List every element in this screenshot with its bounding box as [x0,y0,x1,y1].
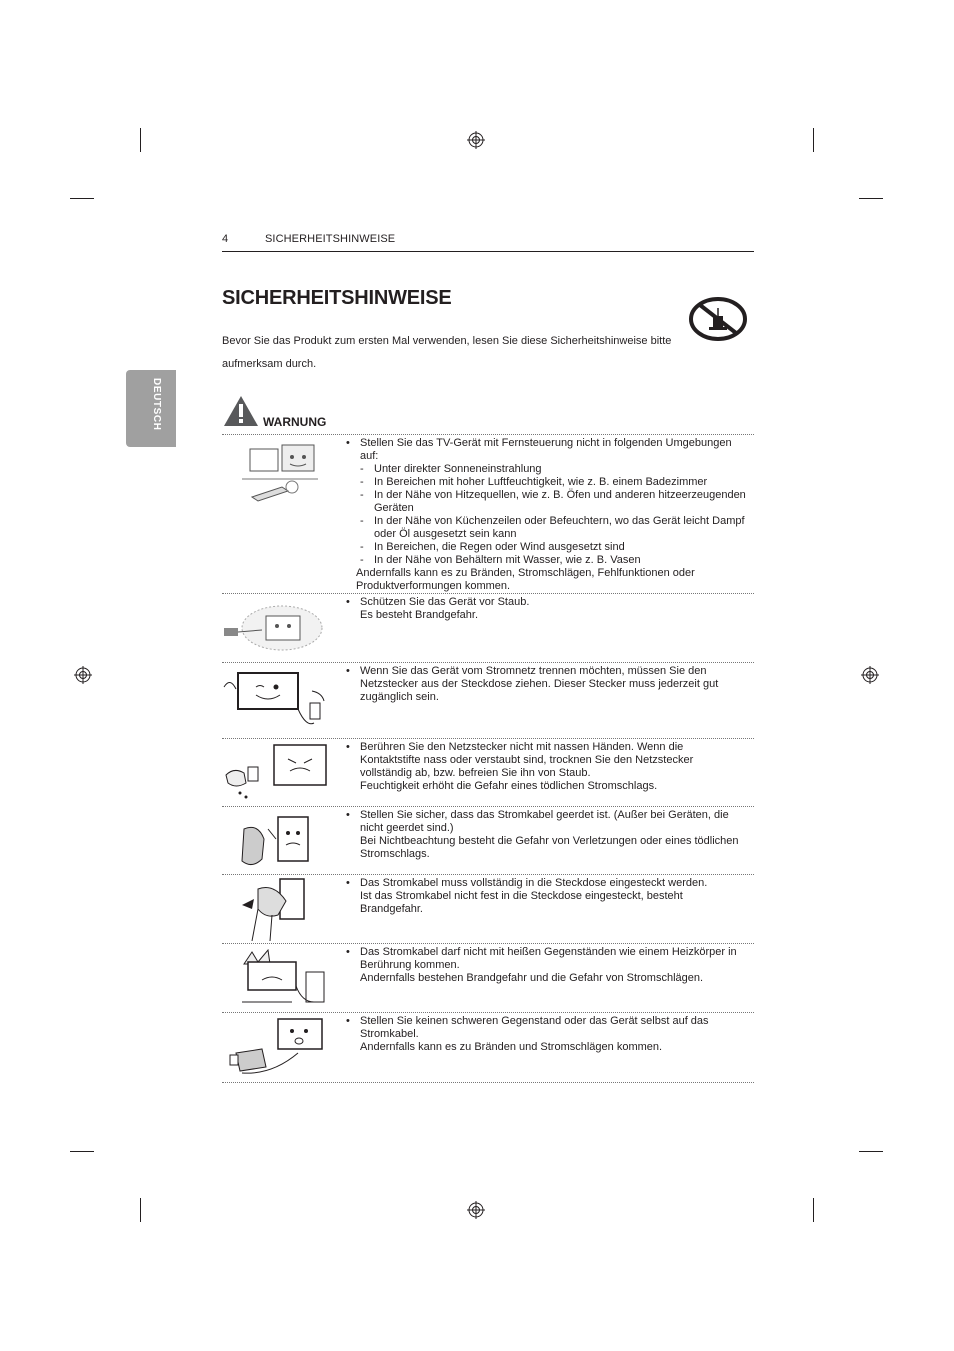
registration-mark-icon [74,666,92,684]
page-number: 4 [222,233,229,245]
insert-plug-illustration-icon [222,875,334,941]
warning-item-text [346,437,746,593]
registration-mark-icon [467,131,485,149]
item-extra: Bei Nichtbeachtung besteht die Gefahr von Verletzungen oder eines tödlichen Stromschlags. [360,835,739,860]
item-note: Andernfalls kann es zu Bränden, Stromschlägen, Fehlfunktionen oder Produktverformungen kommen. [356,567,695,592]
sub-item: - Unter direkter Sonneneinstrahlung [346,463,746,476]
page-title: SICHERHEITSHINWEISE [222,287,452,309]
warning-item-text [346,665,746,704]
bullet-text: • Das Stromkabel darf nicht mit heißen Gegenständen wie einem Heizkörper in Berührung kommen. [346,946,746,972]
warning-item [222,593,754,662]
sub-item: - In Bereichen mit hoher Luftfeuchtigkeit, wie z. B. einem Badezimmer [346,476,746,489]
warning-item-text [346,741,746,793]
crop-mark [859,1151,883,1152]
sub-item: - In der Nähe von Hitzequellen, wie z. B. Öfen und anderen hitzeerzeugenden Geräten [346,489,746,515]
bullet-text: • Stellen Sie das TV-Gerät mit Fernsteuerung nicht in folgenden Umgebungen auf: [346,437,746,463]
registration-mark-icon [861,666,879,684]
header-divider [222,251,754,252]
dust-illustration-icon [222,598,334,658]
item-extra: Ist das Stromkabel nicht fest in die Steckdose eingesteckt, besteht Brandgefahr. [360,890,683,915]
crop-mark [859,198,883,199]
warning-item [222,806,754,875]
warning-item [222,662,754,739]
warning-item [222,1012,754,1083]
crop-mark [813,128,814,152]
heavy-object-cable-illustration-icon [222,1013,334,1079]
warning-triangle-icon [222,394,260,428]
warning-item-text [346,596,746,622]
warning-item-text [346,946,746,985]
bullet-text: • Stellen Sie sicher, dass das Stromkabel geerdet ist. (Außer bei Geräten, die nicht geerdet sind.) [346,809,746,835]
sub-item: - In der Nähe von Behältern mit Wasser, wie z. B. Vasen [346,554,746,567]
crop-mark [140,1198,141,1222]
crop-mark [813,1198,814,1222]
unplug-illustration-icon [222,669,334,733]
grounded-plug-illustration-icon [222,809,334,873]
warning-item-text [346,877,746,916]
heater-cable-illustration-icon [222,946,334,1010]
item-extra: Andernfalls bestehen Brandgefahr und die Gefahr von Stromschlägen. [360,972,704,984]
warning-label: WARNUNG [263,415,327,429]
item-extra: Es besteht Brandgefahr. [360,609,479,621]
warning-item [222,874,754,944]
warning-item [222,434,754,594]
running-header: SICHERHEITSHINWEISE [265,233,396,245]
language-tab [126,370,176,447]
warning-item [222,738,754,807]
tv-environment-illustration-icon [222,439,334,509]
prohibition-symbol-icon [688,296,748,342]
crop-mark [70,198,94,199]
bullet-text: • Wenn Sie das Gerät vom Stromnetz trennen möchten, müssen Sie den Netzstecker aus der Steckdose ziehen. Dieser Stecker muss jederzeit gut zugänglich sein. [346,665,746,704]
bullet-text: • Berühren Sie den Netzstecker nicht mit nassen Händen. Wenn die Kontaktstifte nass oder verstaubt sind, trocknen Sie den Netzstecker vollständig ab, bzw. befreien Sie ihn von Staub. [346,741,746,780]
bullet-text: • Das Stromkabel muss vollständig in die Steckdose eingesteckt werden. [346,877,746,890]
sub-item: - In Bereichen, die Regen oder Wind ausgesetzt sind [346,541,746,554]
bullet-text: • Stellen Sie keinen schweren Gegenstand oder das Gerät selbst auf das Stromkabel. [346,1015,746,1041]
warning-item [222,943,754,1013]
crop-mark [140,128,141,152]
warning-item-text [346,809,746,861]
registration-mark-icon [467,1201,485,1219]
sub-item: - In der Nähe von Küchenzeilen oder Befeuchtern, wo das Gerät leicht Dampf oder Öl ausgesetzt sein kann [346,515,746,541]
item-extra: Feuchtigkeit erhöht die Gefahr eines tödlichen Stromschlags. [360,780,658,792]
crop-mark [70,1151,94,1152]
wet-hands-illustration-icon [222,741,334,805]
bullet-text: • Schützen Sie das Gerät vor Staub. [346,596,746,609]
warning-item-text [346,1015,746,1054]
item-extra: Andernfalls kann es zu Bränden und Stromschlägen kommen. [360,1041,663,1053]
intro-text: Bevor Sie das Produkt zum ersten Mal verwenden, lesen Sie diese Sicherheitshinweise bitte aufmerksam durch. [222,335,672,370]
language-tab-label: DEUTSCH [151,378,162,431]
